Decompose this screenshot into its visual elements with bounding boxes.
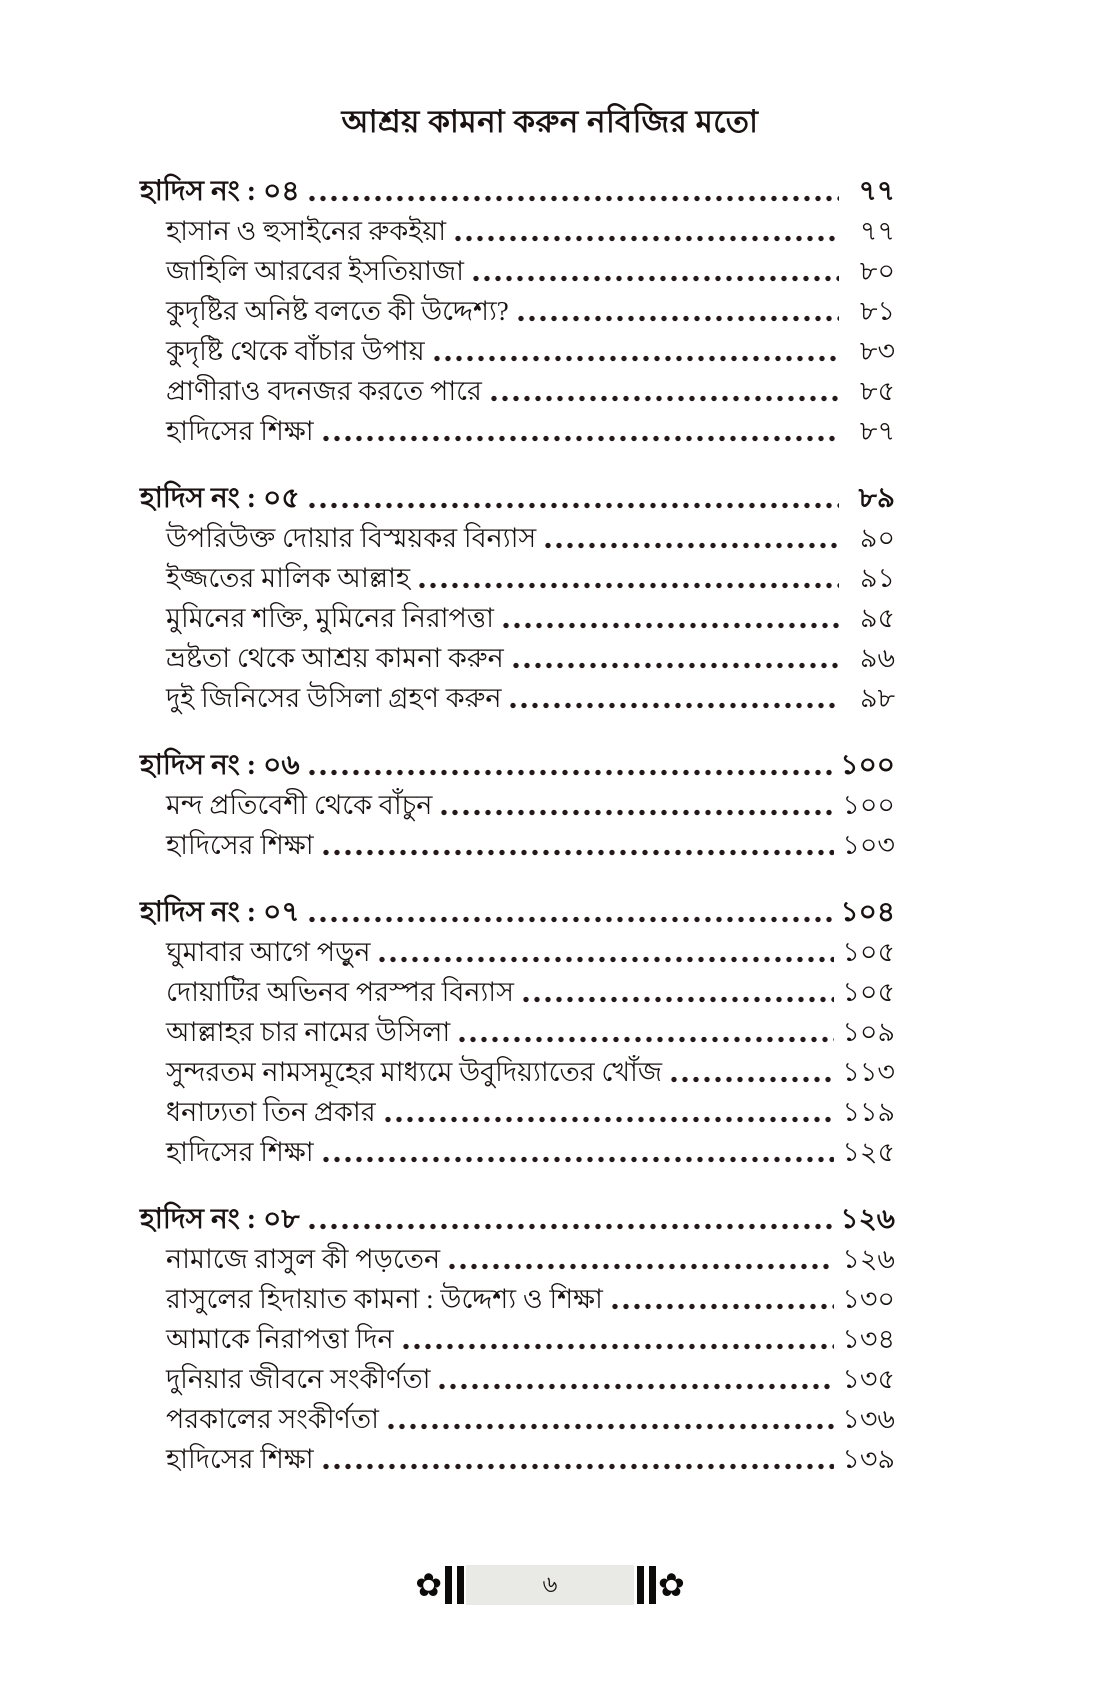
toc-entry-page: ১০০ — [842, 790, 895, 821]
toc-entry-label: উপরিউক্ত দোয়ার বিস্ময়কর বিন্যাস — [166, 523, 537, 554]
page-footer — [0, 1565, 1100, 1605]
toc-section — [140, 166, 895, 449]
toc-entry — [166, 1130, 895, 1170]
toc-entry-label: ধনাঢ্যতা তিন প্রকার — [166, 1097, 376, 1128]
toc-entry — [166, 1010, 895, 1050]
toc-section-header-page: ৮৯ — [858, 483, 895, 514]
footer-ornament-right — [634, 1566, 685, 1604]
dot-leader — [449, 1263, 834, 1270]
toc-entry-page: ১০৯ — [842, 1017, 895, 1048]
toc-entry-label: দুনিয়ার জীবনে সংকীর্ণতা — [166, 1364, 431, 1395]
toc-entry-page: ১৩৯ — [842, 1444, 895, 1475]
toc-entry-page: ৮৩ — [859, 336, 895, 367]
toc-entry — [166, 823, 895, 863]
toc-entry-label: কুদৃষ্টি থেকে বাঁচার উপায় — [166, 336, 425, 367]
toc-entry-label: হাসান ও হুসাইনের রুকইয়া — [166, 216, 447, 247]
toc-entry-label: নামাজে রাসুল কী পড়তেন — [166, 1244, 441, 1275]
toc-entry-label: দোয়াটির অভিনব পরস্পর বিন্যাস — [166, 977, 514, 1008]
toc-entry-page: ১০৫ — [842, 977, 895, 1008]
toc-entry-page: ৮৫ — [859, 376, 895, 407]
dot-leader — [545, 542, 839, 549]
toc-section-header-page: ১০৪ — [840, 897, 895, 928]
toc-entry — [166, 1090, 895, 1130]
toc-entry — [166, 516, 895, 556]
toc-entry — [166, 209, 895, 249]
toc-entry — [166, 783, 895, 823]
toc-entry-label: দুই জিনিসের উসিলা গ্রহণ করুন — [166, 683, 502, 714]
dot-leader — [473, 275, 839, 282]
toc-entry — [166, 596, 895, 636]
toc-entry — [166, 970, 895, 1010]
flower-icon: ✿ — [658, 1566, 685, 1604]
dot-leader — [523, 996, 834, 1003]
toc-entry-page: ৯৬ — [859, 643, 895, 674]
toc-entry-page: ৭৭ — [859, 216, 895, 247]
toc-section-header-page: ৭৭ — [858, 176, 895, 207]
toc-section-header-label: হাদিস নং : ০৭ — [140, 897, 300, 928]
dot-leader — [323, 435, 839, 442]
ornament-bar — [649, 1566, 656, 1604]
dot-leader — [439, 1383, 834, 1390]
toc-entry-page: ১৩৬ — [842, 1404, 895, 1435]
toc-entry-page: ১০৩ — [842, 830, 895, 861]
dot-leader — [513, 662, 839, 669]
dot-leader — [510, 702, 839, 709]
dot-leader — [309, 195, 839, 202]
toc-entry — [166, 930, 895, 970]
toc-entry-page: ১৩০ — [842, 1284, 895, 1315]
dot-leader — [455, 235, 839, 242]
ornament-bar — [457, 1566, 464, 1604]
toc-entry — [166, 676, 895, 716]
toc-section-header-page: ১০০ — [840, 750, 895, 781]
footer-ornament-left — [415, 1566, 466, 1604]
toc-entry-label: মন্দ প্রতিবেশী থেকে বাঁচুন — [166, 790, 433, 821]
toc-entry-page: ১৩৫ — [842, 1364, 895, 1395]
dot-leader — [441, 809, 834, 816]
toc-entry-page: ১১৩ — [842, 1057, 895, 1088]
toc-entry-label: ইজ্জতের মালিক আল্লাহ — [166, 563, 411, 594]
toc-entry-label: কুদৃষ্টির অনিষ্ট বলতে কী উদ্দেশ্য? — [166, 296, 509, 327]
toc-entry-label: রাসুলের হিদায়াত কামনা : উদ্দেশ্য ও শিক্ষা — [166, 1284, 603, 1315]
toc-entry — [166, 1050, 895, 1090]
toc-entry — [166, 329, 895, 369]
toc-section — [140, 473, 895, 716]
toc-entry-page: ৮০ — [859, 256, 895, 287]
toc-entry-label: ভ্রষ্টতা থেকে আশ্রয় কামনা করুন — [166, 643, 504, 674]
toc-section-header — [140, 473, 895, 516]
dot-leader — [309, 916, 833, 923]
toc-entry — [166, 289, 895, 329]
toc-entry-label: পরকালের সংকীর্ণতা — [166, 1404, 379, 1435]
toc-entry-label: হাদিসের শিক্ষা — [166, 416, 314, 447]
ornament-bar — [637, 1566, 644, 1604]
dot-leader — [503, 622, 839, 629]
toc-entry — [166, 556, 895, 596]
toc-entry — [166, 1317, 895, 1357]
flower-icon: ✿ — [415, 1566, 442, 1604]
toc-entry-label: আল্লাহর চার নামের উসিলা — [166, 1017, 451, 1048]
toc-entry — [166, 636, 895, 676]
toc-entry-page: ৯৮ — [859, 683, 895, 714]
toc-section — [140, 1194, 895, 1477]
toc-entry-page: ১০৫ — [842, 937, 895, 968]
toc-section-header-label: হাদিস নং : ০৪ — [140, 176, 300, 207]
toc-entry-page: ১২৫ — [842, 1137, 895, 1168]
dot-leader — [671, 1076, 834, 1083]
toc — [140, 166, 895, 1477]
dot-leader — [323, 1463, 835, 1470]
dot-leader — [419, 582, 839, 589]
toc-section — [140, 740, 895, 863]
dot-leader — [491, 395, 839, 402]
toc-entry-label: হাদিসের শিক্ষা — [166, 1444, 314, 1475]
toc-section-header — [140, 740, 895, 783]
toc-entry — [166, 1437, 895, 1477]
toc-entry-label: মুমিনের শক্তি, মুমিনের নিরাপত্তা — [166, 603, 494, 634]
toc-entry-page: ১৩৪ — [842, 1324, 895, 1355]
dot-leader — [459, 1036, 834, 1043]
toc-entry-page: ৯০ — [859, 523, 895, 554]
toc-section-header — [140, 166, 895, 209]
dot-leader — [434, 355, 839, 362]
toc-entry-page: ১১৯ — [842, 1097, 895, 1128]
toc-section-header — [140, 887, 895, 930]
dot-leader — [388, 1423, 834, 1430]
toc-entry-label: সুন্দরতম নামসমূহের মাধ্যমে উবুদিয়্যাতের খোঁজ — [166, 1057, 663, 1088]
toc-section — [140, 887, 895, 1170]
toc-entry-label: হাদিসের শিক্ষা — [166, 1137, 314, 1168]
dot-leader — [309, 769, 833, 776]
dot-leader — [612, 1303, 835, 1310]
toc-section-header-page: ১২৬ — [840, 1204, 895, 1235]
page-title: আশ্রয় কামনা করুন নবিজির মতো — [341, 104, 759, 139]
toc-section-header-label: হাদিস নং : ০৫ — [140, 483, 300, 514]
toc-entry-page: ৯১ — [859, 563, 895, 594]
dot-leader — [518, 315, 839, 322]
toc-entry-label: জাহিলি আরবের ইসতিয়াজা — [166, 256, 464, 287]
footer-page-number-band — [466, 1565, 634, 1605]
toc-entry-label: ঘুমাবার আগে পড়ুন — [166, 937, 371, 968]
footer-page-number: ৬ — [542, 1571, 558, 1597]
toc-entry-page: ৯৫ — [859, 603, 895, 634]
toc-entry — [166, 1237, 895, 1277]
toc-entry-page: ১২৬ — [842, 1244, 895, 1275]
dot-leader — [323, 1156, 835, 1163]
toc-entry — [166, 249, 895, 289]
toc-section-header — [140, 1194, 895, 1237]
toc-section-header-label: হাদিস নং : ০৮ — [140, 1204, 300, 1235]
toc-entry — [166, 1357, 895, 1397]
dot-leader — [385, 1116, 835, 1123]
dot-leader — [309, 1223, 833, 1230]
toc-section-header-label: হাদিস নং : ০৬ — [140, 750, 300, 781]
dot-leader — [323, 849, 835, 856]
toc-entry-page: ৮৭ — [859, 416, 895, 447]
ornament-bar — [445, 1566, 452, 1604]
toc-entry-page: ৮১ — [859, 296, 895, 327]
dot-leader — [379, 956, 834, 963]
toc-entry — [166, 1397, 895, 1437]
toc-entry-label: হাদিসের শিক্ষা — [166, 830, 314, 861]
toc-entry-label: প্রাণীরাও বদনজর করতে পারে — [166, 376, 482, 407]
toc-entry — [166, 369, 895, 409]
dot-leader — [403, 1343, 835, 1350]
dot-leader — [309, 502, 839, 509]
toc-entry-label: আমাকে নিরাপত্তা দিন — [166, 1324, 394, 1355]
toc-entry — [166, 1277, 895, 1317]
toc-entry — [166, 409, 895, 449]
